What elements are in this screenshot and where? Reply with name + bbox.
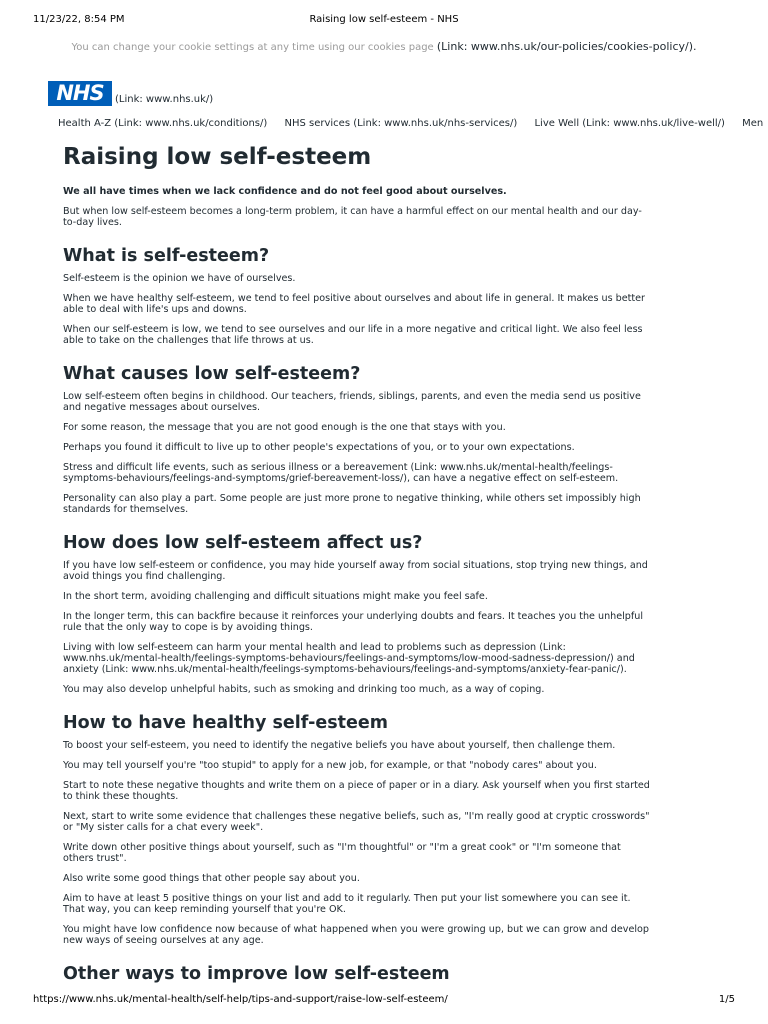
section-heading: What causes low self-esteem? (63, 364, 361, 384)
section-paragraph: To boost your self-esteem, you need to identify the negative beliefs you have about yourself, then challenge them. (63, 740, 616, 751)
section-paragraph: Low self-esteem often begins in childhood. Our teachers, friends, siblings, parents, and even the media send us positive and negative messages about ourselves. (63, 391, 641, 413)
section-paragraph: When we have healthy self-esteem, we tend to feel positive about ourselves and about life in general. It makes us better able to deal with life's ups and downs. (63, 293, 645, 315)
section-paragraph: Aim to have at least 5 positive things on your list and add to it regularly. Then put your list somewhere you can see it. That way, you can keep reminding yourself that you're OK. (63, 893, 631, 915)
section-paragraph: Next, start to write some evidence that challenges these negative beliefs, such as, "I'm really good at cryptic crosswords" or "My sister calls for a chat every week". (63, 811, 650, 833)
page-title: Raising low self-esteem (63, 144, 372, 170)
cookie-banner (0, 40, 768, 53)
section-paragraph: Start to note these negative thoughts and write them on a piece of paper or in a diary. Ask yourself when you first started to think these thoughts. (63, 780, 650, 802)
section-heading: What is self-esteem? (63, 246, 270, 266)
main-navigation (58, 118, 768, 132)
print-url: https://www.nhs.uk/mental-health/self-help/tips-and-support/raise-low-self-esteem/ (33, 994, 448, 1005)
section-paragraph: Personality can also play a part. Some people are just more prone to negative thinking, while others set impossibly high standards for themselves. (63, 493, 641, 515)
nav-item-mental-health[interactable]: Men (742, 118, 764, 129)
section-paragraph: You may also develop unhelpful habits, such as smoking and drinking too much, as a way of coping. (63, 684, 545, 695)
section-paragraph: Living with low self-esteem can harm your mental health and lead to problems such as depression (Link: www.nhs.uk/mental-health/feelings-symptoms-behaviours/feelings-and-symptoms/low-mood-sadness-depression/) and anxiety (Link: www.nhs.uk/mental-health/feelings-symptoms-behaviours/feelings-and-symptoms/anxiety-fear-panic/). (63, 642, 635, 675)
section-paragraph: Stress and difficult life events, such as serious illness or a bereavement (Link: www.nhs.uk/mental-health/feelings-symptoms-behaviours/feelings-and-symptoms/grief-bereavement-loss/), can have a negative effect on self-esteem. (63, 462, 619, 484)
print-page-number: 1/5 (718, 994, 735, 1005)
print-footer (0, 994, 768, 1008)
article-content (63, 142, 653, 991)
section-paragraph: If you have low self-esteem or confidence, you may hide yourself away from social situations, stop trying new things, and avoid things you find challenging. (63, 560, 648, 582)
section-paragraph: In the short term, avoiding challenging and difficult situations might make you feel safe. (63, 591, 488, 602)
nav-item-health-a-z[interactable]: Health A-Z (Link: www.nhs.uk/conditions/) (58, 118, 268, 129)
section-heading: How to have healthy self-esteem (63, 713, 388, 733)
nav-item-nhs-services[interactable]: NHS services (Link: www.nhs.uk/nhs-services/) (284, 118, 518, 129)
section-paragraph: You might have low confidence now because of what happened when you were growing up, but we can grow and develop new ways of seeing ourselves at any age. (63, 924, 649, 946)
section-paragraph: Self-esteem is the opinion we have of ourselves. (63, 273, 296, 284)
print-header (0, 14, 768, 28)
section-paragraph: You may tell yourself you're "too stupid" to apply for a new job, for example, or that "nobody cares" about you. (63, 760, 597, 771)
print-date: 11/23/22, 8:54 PM (33, 14, 125, 25)
cookie-policy-link[interactable]: (Link: www.nhs.uk/our-policies/cookies-policy/). (436, 40, 697, 53)
section-heading: How does low self-esteem affect us? (63, 533, 423, 553)
print-title: Raising low self-esteem - NHS (309, 14, 459, 25)
section-paragraph: For some reason, the message that you are not good enough is the one that stays with you. (63, 422, 506, 433)
cookie-text: You can change your cookie settings at any time using our cookies page (71, 42, 434, 53)
nav-item-live-well[interactable]: Live Well (Link: www.nhs.uk/live-well/) (534, 118, 725, 129)
header-logo-row (48, 80, 213, 106)
section-paragraph: In the longer term, this can backfire because it reinforces your underlying doubts and fears. It teaches you the unhelpful rule that the only way to cope is by avoiding things. (63, 611, 644, 633)
intro-bold: We all have times when we lack confidence and do not feel good about ourselves. (63, 186, 507, 197)
nhs-home-link[interactable]: (Link: www.nhs.uk/) (115, 94, 214, 105)
section-heading: Other ways to improve low self-esteem (63, 964, 450, 984)
section-paragraph: Write down other positive things about yourself, such as "I'm thoughtful" or "I'm a great cook" or "I'm someone that others trust". (63, 842, 621, 864)
intro-paragraph: But when low self-esteem becomes a long-term problem, it can have a harmful effect on our mental health and our day-to-day lives. (63, 206, 642, 228)
section-paragraph: Perhaps you found it difficult to live up to other people's expectations of you, or to your own expectations. (63, 442, 575, 453)
section-paragraph: Also write some good things that other people say about you. (63, 873, 360, 884)
section-paragraph: When our self-esteem is low, we tend to see ourselves and our life in a more negative and critical light. We also feel less able to take on the challenges that life throws at us. (63, 324, 643, 346)
nhs-logo[interactable]: NHS (48, 81, 112, 106)
